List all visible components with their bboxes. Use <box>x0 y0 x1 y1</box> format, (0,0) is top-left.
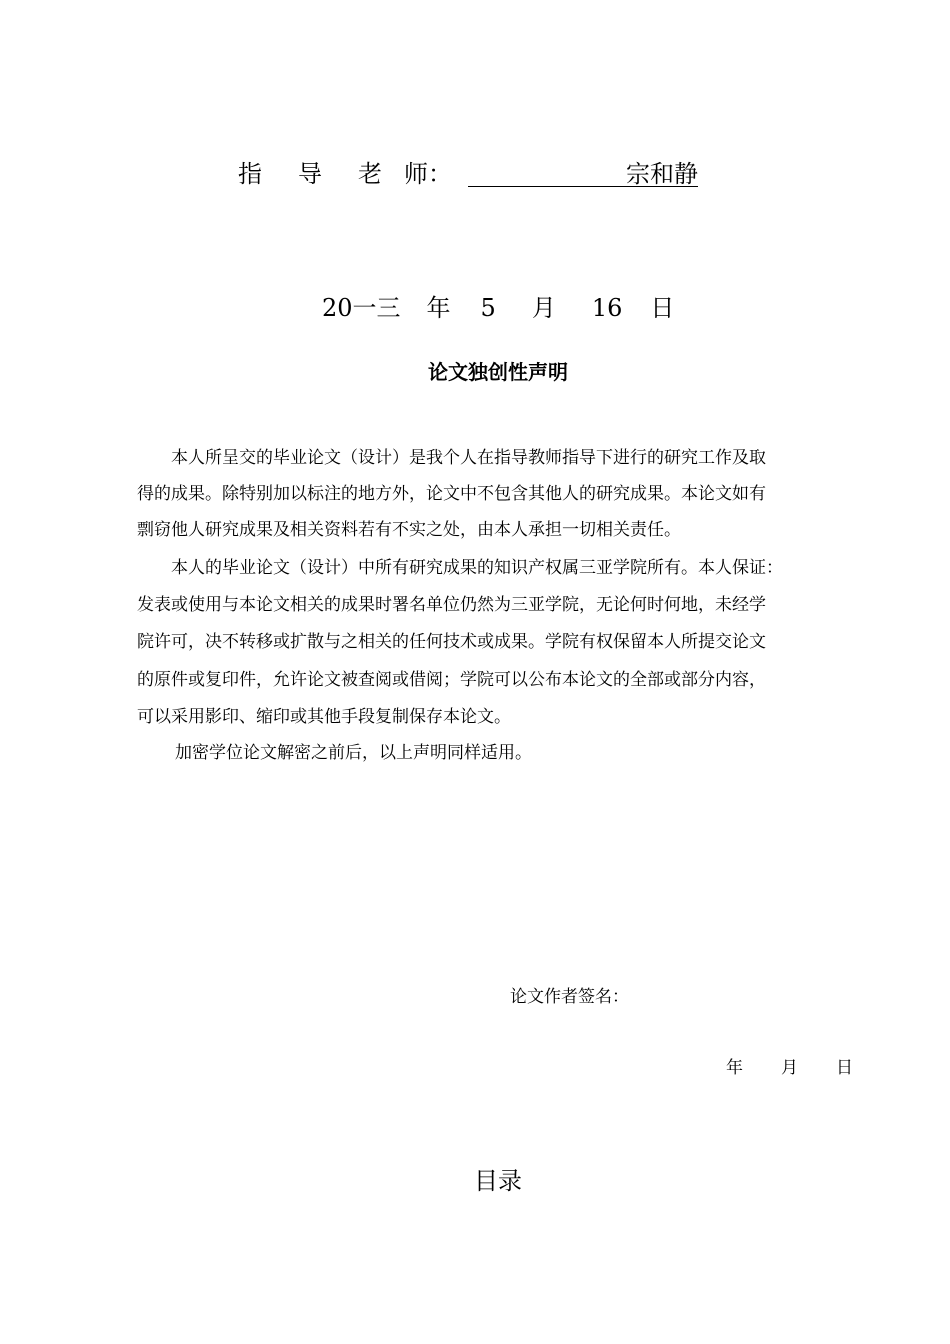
declaration-line: 本人所呈交的毕业论文（设计）是我个人在指导教师指导下进行的研究工作及取 <box>171 448 766 468</box>
advisor-label-char-1: 指 <box>238 160 262 188</box>
signature-date-day-unit: 日 <box>836 1058 853 1078</box>
date-day-unit: 日 <box>650 294 675 322</box>
declaration-line: 发表或使用与本论文相关的成果时署名单位仍然为三亚学院，无论何时何地，未经学 <box>137 595 766 615</box>
date-month: 5 <box>480 294 496 322</box>
declaration-line: 本人的毕业论文（设计）中所有研究成果的知识产权属三亚学院所有。本人保证： <box>171 558 783 578</box>
declaration-line: 得的成果。除特别加以标注的地方外，论文中不包含其他人的研究成果。本论文如有 <box>137 484 766 504</box>
signature-date <box>726 1056 853 1080</box>
signature-date-year-unit: 年 <box>726 1058 743 1078</box>
date-month-unit: 月 <box>531 294 556 322</box>
signature-date-month-unit: 月 <box>781 1058 798 1078</box>
toc-title: 目录 <box>474 1167 522 1195</box>
date-year: 20一三 <box>322 294 401 322</box>
advisor-name: 宗和静 <box>626 160 698 188</box>
declaration-line: 加密学位论文解密之前后，以上声明同样适用。 <box>175 743 532 763</box>
date-day: 16 <box>591 294 623 322</box>
advisor-label-char-2: 导 <box>298 160 322 188</box>
date-year-unit: 年 <box>426 294 451 322</box>
declaration-line: 可以采用影印、缩印或其他手段复制保存本论文。 <box>137 707 511 727</box>
signature-label: 论文作者签名： <box>510 987 629 1007</box>
advisor-name-field <box>468 158 698 187</box>
declaration-line: 剽窃他人研究成果及相关资料若有不实之处，由本人承担一切相关责任。 <box>137 520 681 540</box>
declaration-title: 论文独创性声明 <box>428 360 568 384</box>
advisor-label <box>238 158 452 190</box>
advisor-label-char-4: 师： <box>404 160 452 188</box>
declaration-line: 院许可，决不转移或扩散与之相关的任何技术或成果。学院有权保留本人所提交论文 <box>137 632 766 652</box>
declaration-line: 的原件或复印件，允许论文被查阅或借阅；学院可以公布本论文的全部或部分内容， <box>137 670 766 690</box>
date-line <box>322 292 674 324</box>
advisor-label-char-3: 老 <box>358 160 382 188</box>
